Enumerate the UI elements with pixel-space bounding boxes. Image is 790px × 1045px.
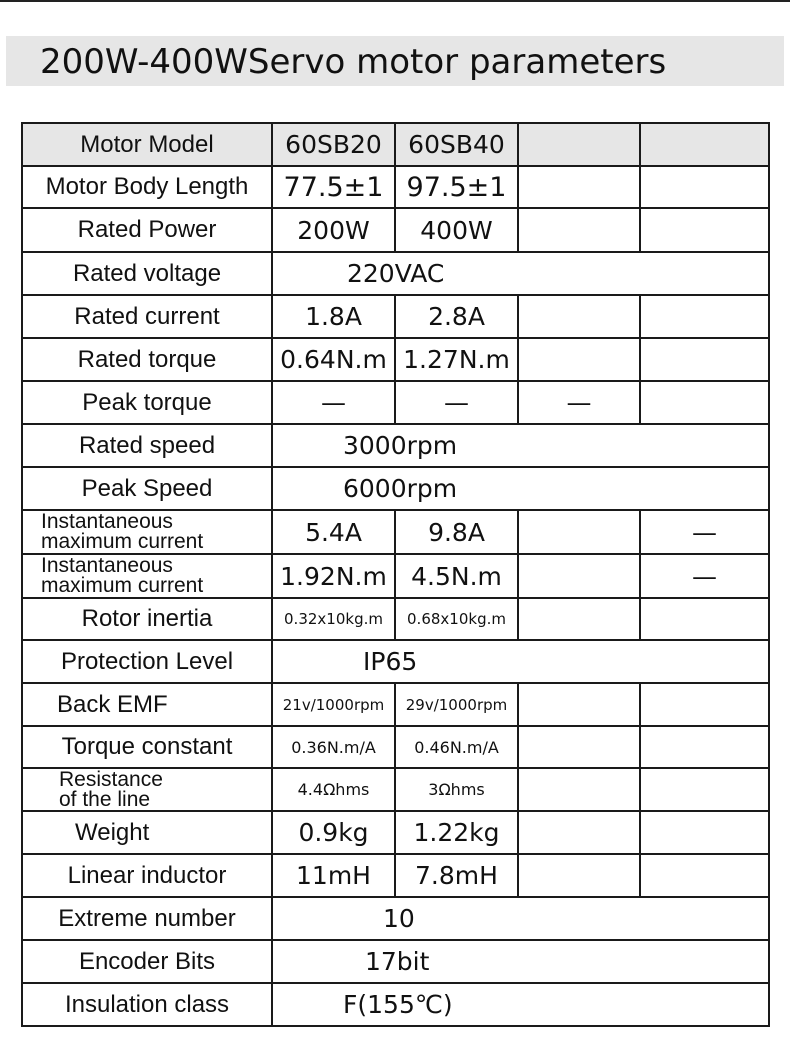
cell: 0.32x10kg.m [272, 598, 395, 640]
table-row [22, 640, 769, 683]
header-cell [518, 123, 640, 166]
row-label-line: Resistance [59, 768, 163, 791]
cell: — [640, 510, 769, 554]
cell: 400W [395, 208, 518, 252]
title-bar [6, 36, 784, 86]
row-label-line: maximum current [41, 574, 204, 597]
row-label: Rated torque [22, 338, 272, 381]
parameters-table [21, 122, 770, 1027]
row-label-line: Instantaneous [41, 510, 173, 533]
cell: 0.36N.m/A [272, 726, 395, 768]
table-row [22, 510, 769, 554]
cell: — [518, 381, 640, 424]
row-label: Rated current [22, 295, 272, 338]
cell: 0.9kg [272, 811, 395, 854]
table-row [22, 554, 769, 598]
row-label: Peak torque [22, 381, 272, 424]
table-row [22, 940, 769, 983]
cell: — [395, 381, 518, 424]
cell [518, 854, 640, 897]
cell: 77.5±1 [272, 166, 395, 208]
table-row [22, 424, 769, 467]
cell [518, 208, 640, 252]
table-row [22, 811, 769, 854]
table-row [22, 295, 769, 338]
cell: 9.8A [395, 510, 518, 554]
table-row [22, 208, 769, 252]
row-label: Insulation class [22, 983, 272, 1026]
cell [518, 295, 640, 338]
cell [518, 768, 640, 811]
span-cell: F(155℃) [272, 983, 769, 1026]
cell: 200W [272, 208, 395, 252]
row-label: Encoder Bits [22, 940, 272, 983]
span-cell: 220VAC [272, 252, 769, 295]
table-row [22, 768, 769, 811]
page-title: 200W-400WServo motor parameters [40, 42, 667, 82]
header-label: Motor Model [22, 123, 272, 166]
cell [640, 208, 769, 252]
table-row [22, 683, 769, 726]
cell [518, 166, 640, 208]
cell [640, 295, 769, 338]
cell: 2.8A [395, 295, 518, 338]
span-cell: 10 [272, 897, 769, 940]
table-row [22, 897, 769, 940]
top-rule [0, 0, 790, 2]
cell: 0.46N.m/A [395, 726, 518, 768]
cell: 7.8mH [395, 854, 518, 897]
cell: 11mH [272, 854, 395, 897]
table-row [22, 338, 769, 381]
cell: 1.27N.m [395, 338, 518, 381]
cell: 1.92N.m [272, 554, 395, 598]
row-label: Peak Speed [22, 467, 272, 510]
table-row [22, 252, 769, 295]
cell: 97.5±1 [395, 166, 518, 208]
row-label: Rated Power [22, 208, 272, 252]
cell: 4.4Ωhms [272, 768, 395, 811]
table-row [22, 726, 769, 768]
row-label: Rated voltage [22, 252, 272, 295]
cell [640, 811, 769, 854]
header-cell: 60SB20 [272, 123, 395, 166]
row-label: Weight [22, 811, 272, 854]
table-row [22, 854, 769, 897]
cell [640, 683, 769, 726]
span-cell: 3000rpm [272, 424, 769, 467]
table-row [22, 983, 769, 1026]
row-label: Protection Level [22, 640, 272, 683]
cell [518, 554, 640, 598]
cell [640, 768, 769, 811]
row-label-line: Instantaneous [41, 554, 173, 577]
cell [518, 598, 640, 640]
row-label [22, 554, 272, 598]
cell [518, 338, 640, 381]
cell: 1.8A [272, 295, 395, 338]
cell [640, 726, 769, 768]
cell: 29v/1000rpm [395, 683, 518, 726]
cell [518, 726, 640, 768]
cell [640, 598, 769, 640]
cell [518, 811, 640, 854]
cell [640, 854, 769, 897]
row-label: Torque constant [22, 726, 272, 768]
row-label: Rotor inertia [22, 598, 272, 640]
table-row [22, 598, 769, 640]
cell: — [640, 554, 769, 598]
cell: 21v/1000rpm [272, 683, 395, 726]
table-header-row [22, 123, 769, 166]
cell: — [272, 381, 395, 424]
row-label: Rated speed [22, 424, 272, 467]
cell [518, 683, 640, 726]
table-row [22, 381, 769, 424]
span-cell: IP65 [272, 640, 769, 683]
row-label: Linear inductor [22, 854, 272, 897]
cell: 4.5N.m [395, 554, 518, 598]
row-label [22, 510, 272, 554]
cell [518, 510, 640, 554]
row-label-line: maximum current [41, 530, 204, 553]
span-cell: 17bit [272, 940, 769, 983]
row-label-line: of the line [59, 787, 151, 811]
table-row [22, 467, 769, 510]
row-label [22, 768, 272, 811]
cell [640, 338, 769, 381]
span-cell: 6000rpm [272, 467, 769, 510]
header-cell [640, 123, 769, 166]
cell [640, 381, 769, 424]
cell: 3Ωhms [395, 768, 518, 811]
cell: 0.64N.m [272, 338, 395, 381]
cell [640, 166, 769, 208]
cell: 1.22kg [395, 811, 518, 854]
header-cell: 60SB40 [395, 123, 518, 166]
cell: 5.4A [272, 510, 395, 554]
row-label: Extreme number [22, 897, 272, 940]
row-label: Back EMF [22, 683, 272, 726]
table-row [22, 166, 769, 208]
row-label: Motor Body Length [22, 166, 272, 208]
cell: 0.68x10kg.m [395, 598, 518, 640]
